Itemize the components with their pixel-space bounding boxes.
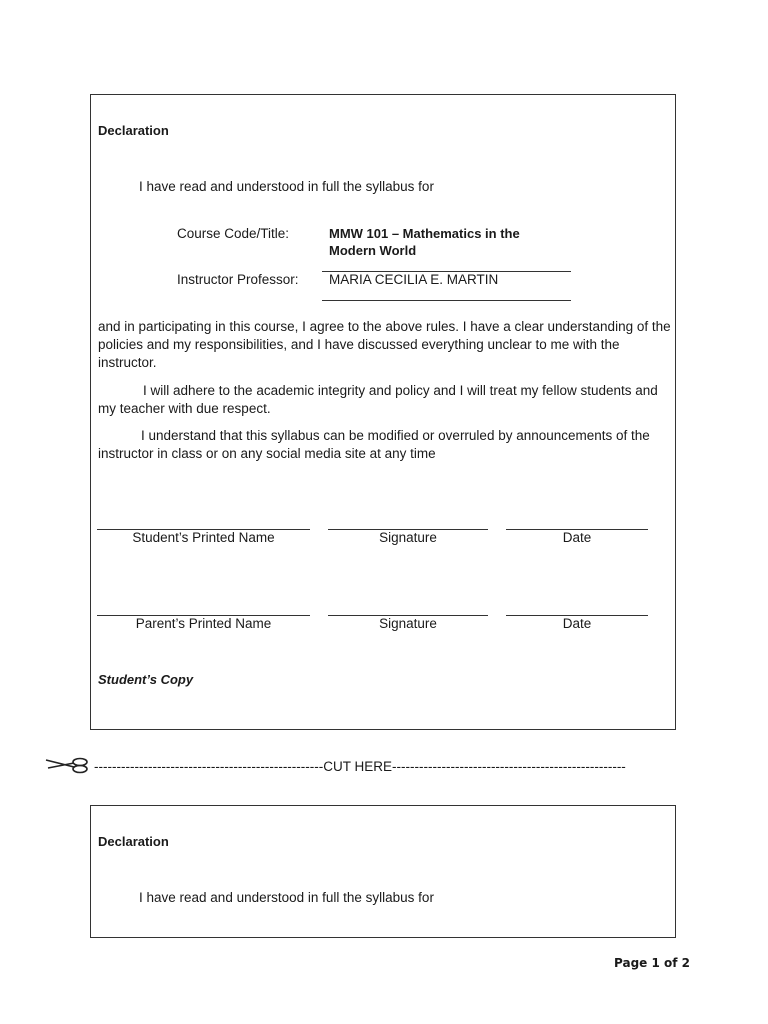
declaration-box-instructor-copy xyxy=(90,805,676,938)
agreement-paragraph: and in participating in this course, I agree to the above rules. I have a clear understanding of the policies and my responsibilities, and I have discussed everything unclear to me with the instructor. xyxy=(98,319,671,370)
declaration-heading-2: Declaration xyxy=(98,834,169,849)
page-number: Page 1 of 2 xyxy=(614,956,690,970)
student-name-label: Student’s Printed Name xyxy=(132,530,275,545)
parent-name-label: Parent’s Printed Name xyxy=(135,616,272,631)
cut-here-text: ---------------------------------------------------CUT HERE---------------------------------------------------- xyxy=(94,759,626,774)
declaration-intro-2: I have read and understood in full the syllabus for xyxy=(139,890,434,905)
student-date-label: Date xyxy=(562,530,592,545)
declaration-heading: Declaration xyxy=(98,123,169,138)
declaration-box-student-copy xyxy=(90,94,676,730)
cut-line xyxy=(44,753,684,779)
parent-signature-label: Signature xyxy=(379,616,437,631)
integrity-paragraph: I will adhere to the academic integrity and policy and I will treat my fellow students and my teacher with due respect. xyxy=(98,383,658,416)
modification-paragraph: I understand that this syllabus can be modified or overruled by announcements of the instructor in class or on any social media site at any time xyxy=(98,428,650,461)
student-signature-label: Signature xyxy=(379,530,437,545)
instructor-line-bottom xyxy=(322,300,571,301)
instructor-label: Instructor Professor: xyxy=(177,272,299,287)
instructor-name: MARIA CECILIA E. MARTIN xyxy=(329,272,499,287)
course-code-label: Course Code/Title: xyxy=(177,226,290,241)
copy-label: Student’s Copy xyxy=(98,672,194,687)
course-title-line2: Modern World xyxy=(329,243,417,258)
declaration-intro: I have read and understood in full the syllabus for xyxy=(139,179,434,194)
course-title-line1: MMW 101 – Mathematics in the xyxy=(329,226,520,241)
scissors-icon xyxy=(44,753,90,777)
parent-date-label: Date xyxy=(562,616,592,631)
